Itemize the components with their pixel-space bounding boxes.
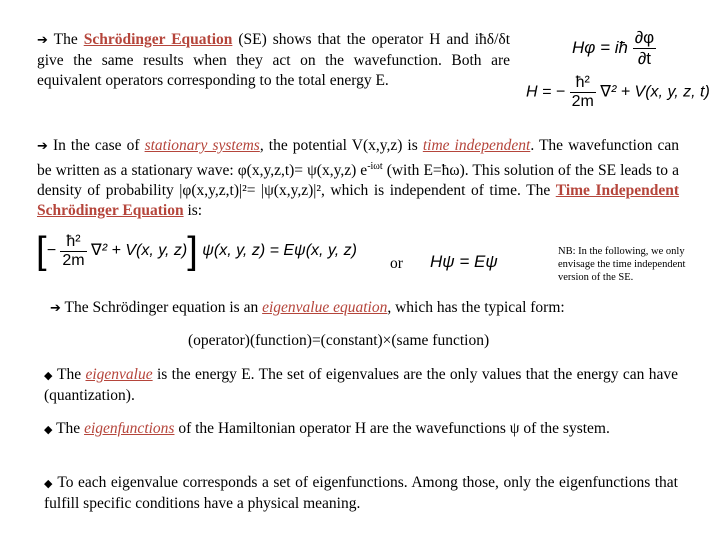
arrow-right-icon: ➔ xyxy=(37,33,48,48)
eq3-minus: − xyxy=(46,242,56,260)
bullet-eigenfunctions xyxy=(44,419,678,440)
bullet-eigenvalue-sets xyxy=(44,473,678,514)
bullet1-post: is the energy E. The set of eigenvalues are the only values that the energy can have (quantization). xyxy=(44,366,679,404)
eq3-open-bracket: [ xyxy=(36,230,47,272)
stationary-pre: In the case of xyxy=(52,137,140,154)
arrow-right-icon: ➔ xyxy=(50,301,61,316)
stationary-exponent: -iωt xyxy=(367,161,383,172)
eigen-post: , which has the typical form: xyxy=(387,299,565,316)
equation-tise-expanded xyxy=(36,232,357,270)
stationary-mid3: (with E=ħω). This solution of the SE leads to a density of probability |φ(x,y,z,t)|²= |ψ(x,y,z)|², which is independent of time. The xyxy=(37,162,679,200)
eq1-fraction xyxy=(633,28,656,69)
eq3-numerator: ħ² xyxy=(60,233,86,252)
stationary-systems-term: stationary systems xyxy=(144,137,260,154)
intro-pre: The xyxy=(53,31,78,48)
time-independent-term: time independent xyxy=(422,137,531,154)
eq3-mid: ∇² + V(x, y, z) xyxy=(91,242,188,260)
equation-hamiltonian xyxy=(526,74,710,111)
eq1-numerator: ∂φ xyxy=(634,28,655,47)
intro-paragraph xyxy=(37,30,510,91)
arrow-right-icon: ➔ xyxy=(37,139,48,154)
eigenvalue-equation-term: eigenvalue equation xyxy=(262,299,388,316)
diamond-bullet-icon: ◆ xyxy=(44,423,53,436)
eq3-rhs: ψ(x, y, z) = Eψ(x, y, z) xyxy=(202,242,357,260)
stationary-paragraph xyxy=(37,136,679,221)
eigenvalue-paragraph xyxy=(50,298,690,319)
stationary-mid1: , the potential V(x,y,z) is xyxy=(259,137,418,154)
eq1-lhs: Hφ = iħ xyxy=(572,37,628,57)
eq1-denominator: ∂t xyxy=(637,49,651,68)
diamond-bullet-icon: ◆ xyxy=(44,477,54,490)
eigenvalue-term: eigenvalue xyxy=(85,366,153,383)
nb-note: NB: In the following, we only envisage the time independent version of the SE. xyxy=(558,246,686,283)
bullet2-pre: The xyxy=(56,420,81,437)
eq2-rhs: ∇² + V(x, y, z, t) xyxy=(600,83,710,101)
bullet-eigenvalue xyxy=(44,365,678,406)
schrodinger-equation-link[interactable]: Schrödinger Equation xyxy=(83,31,233,48)
eigen-pre: The Schrödinger equation is an xyxy=(64,299,259,316)
eigenfunctions-term: eigenfunctions xyxy=(84,420,175,437)
eq2-lhs: H = − xyxy=(526,83,566,101)
typical-form: (operator)(function)=(constant)×(same function) xyxy=(188,332,490,349)
diamond-bullet-icon: ◆ xyxy=(44,369,53,382)
equation-time-dependent xyxy=(572,28,656,69)
bullet3-post: To each eigenvalue corresponds a set of eigenfunctions. Among those, only the eigenfunctions that fulfill specific conditions have a physical meaning. xyxy=(44,474,678,512)
intro-post: (SE) shows that the operator H and iħδ/δt give the same results when they act on the wavefunction. Both are equivalent operators corresponding to the total energy E. xyxy=(37,31,511,89)
eq3-close-bracket: ] xyxy=(187,230,198,272)
stationary-mid2: . The wavefunction can be written as a stationary wave: φ(x,y,z,t)= ψ(x,y,z) e xyxy=(37,137,680,180)
eq2-fraction xyxy=(570,74,596,111)
eq3-fraction xyxy=(60,233,86,270)
equation-tise-compact: Hψ = Eψ xyxy=(430,252,498,271)
time-independent-se-link[interactable]: Time Independent Schrödinger Equation xyxy=(37,182,680,220)
bullet1-pre: The xyxy=(57,366,82,383)
eq2-denominator: 2m xyxy=(571,93,594,110)
eq2-numerator: ħ² xyxy=(570,74,596,93)
stationary-post: is: xyxy=(187,202,203,220)
eq3-denominator: 2m xyxy=(62,251,85,269)
or-text: or xyxy=(390,255,403,272)
bullet2-post: of the Hamiltonian operator H are the wavefunctions ψ of the system. xyxy=(178,420,610,437)
